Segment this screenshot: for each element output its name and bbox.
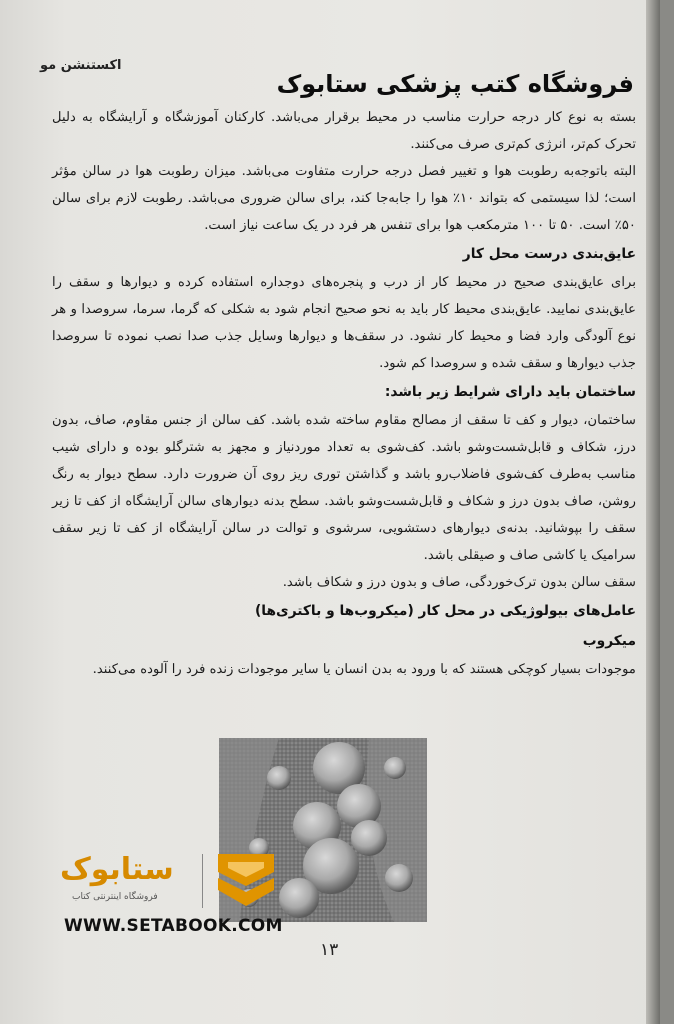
site-url: WWW.SETABOOK.COM — [64, 916, 283, 936]
heading-building-conditions: ساختمان باید دارای شرایط زیر باشد: — [384, 384, 636, 400]
heading-microbe: میکروب — [582, 633, 636, 649]
logo-divider — [202, 854, 203, 908]
page-body — [52, 104, 636, 683]
running-head: اکستنشن مو — [40, 58, 122, 73]
page-number: ۱۳ — [320, 940, 339, 960]
paragraph-insulation: برای عایق‌بندی صحیح در محیط کار از درب و پنجره‌های دوجداره استفاده کرده و دیوارها و سقف را عایق‌بندی نمایید. عایق‌بندی محیط کار باید به نحو صحیح انجام شود به شکلی که گرما، سرما، سروصدا و هر نوع آلودگی وارد فضا و محیط کار نشود. در سقف‌ها و دیوارها وسایل جذب صدا نصب نموده تا سروصدا جذب دیوارها و سقف شده و سروصدا کم شود. — [52, 275, 636, 371]
paragraph-ceiling: سقف سالن بدون ترک‌خوردگی، صاف و بدون درز و شکاف باشد. — [282, 575, 636, 590]
page-edge — [646, 0, 660, 1024]
paragraph-humidity: البته باتوجه‌به رطوبت هوا و تغییر فصل درجه حرارت متفاوت می‌باشد. میزان رطوبت هوا در سالن مؤثر است؛ لذا سیستمی که بتواند ۱۰٪ هوا را جابه‌جا کند، برای سالن ضروری می‌باشد. رطوبت لازم برای سالن ۵۰٪ است. ۵۰ تا ۱۰۰ مترمکعب هوا برای تنفس هر فرد در یک ساعت نیاز است. — [52, 164, 637, 233]
paragraph-microbe: موجودات بسیار کوچکی هستند که با ورود به بدن انسان یا سایر موجودات زنده فرد را آلوده می‌کنند. — [92, 662, 636, 677]
paragraph-building: ساختمان، دیوار و کف تا سقف از مصالح مقاوم ساخته شده باشد. کف سالن از جنس مقاوم، صاف، بدون درز، شکاف و قابل‌شست‌وشو باشد. کف‌شوی به تعداد موردنیاز و مجهز به شترگلو بوده و دارای شیب مناسب به‌طرف کف‌شوی فاضلاب‌رو باشد و گذاشتن توری ریز روی آن ضرورت دارد. سطح دیوار به رنگ روشن، صاف بدون درز و شکاف و قابل‌شست‌وشو باشد. سطح بدنه دیوارهای سالن آرایشگاه از کف تا زیر سقف را بپوشانید. بدنه‌ی دیوارهای دستشویی، سرشوی و توالت در سالن آرایشگاه از کف تا زیر سقف سرامیک یا کاشی صاف و صیقلی باشد. — [52, 413, 636, 563]
heading-biological-agents: عامل‌های بیولوژیکی در محل کار (میکروب‌ها و باکتری‌ها) — [255, 603, 636, 619]
store-title: فروشگاه کتب پزشکی ستابوک — [276, 70, 634, 98]
paragraph-temperature: بسته به نوع کار درجه حرارت مناسب در محیط برقرار می‌باشد. کارکنان آموزشگاه و آرایشگاه به دلیل تحرک کم‌تر، انرژی کم‌تری صرف می‌کنند. — [52, 110, 636, 152]
logo-subtitle: فروشگاه اینترنتی کتاب — [72, 892, 158, 902]
setabook-logo — [52, 848, 292, 914]
logo-wordmark: ستابوک — [60, 852, 174, 887]
chevron-emblem-icon — [214, 850, 278, 910]
heading-insulation: عایق‌بندی درست محل کار — [462, 246, 636, 262]
